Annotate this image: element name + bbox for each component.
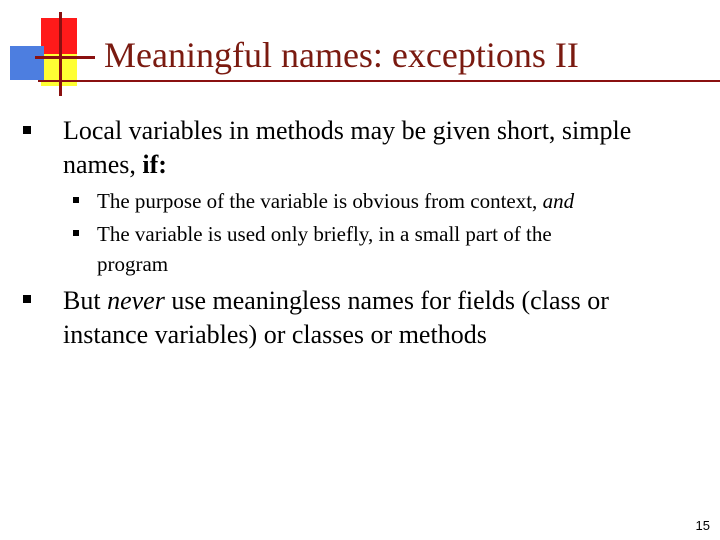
sub-bullet-2-line-1: The variable is used only briefly, in a small part of the	[97, 222, 552, 246]
sub-bullet-1-prefix: The purpose of the variable is obvious from context,	[97, 189, 543, 213]
bullet-2-line-1-prefix: But	[63, 286, 108, 315]
page-number: 15	[695, 518, 710, 533]
bullet-2-line-1-italic: never	[107, 286, 165, 315]
sub-bullet-2-text	[97, 219, 552, 279]
bullet-square-icon	[23, 126, 31, 134]
sub-bullet-square-icon	[73, 230, 79, 236]
decorative-logo	[0, 0, 100, 100]
bullet-1-line-2-bold: if:	[142, 150, 167, 179]
bullet-2-line-1-suffix: use meaningless names for fields (class or	[164, 286, 609, 315]
logo-horizontal-line	[35, 56, 95, 59]
blue-square-shape	[10, 46, 44, 80]
title-underline	[38, 80, 720, 82]
logo-vertical-line	[59, 12, 62, 96]
sub-bullet-1-italic: and	[542, 189, 575, 213]
slide-title: Meaningful names: exceptions II	[104, 35, 579, 75]
sub-bullet-square-icon	[73, 197, 79, 203]
bullet-2-text	[63, 284, 609, 352]
bullet-1-text	[63, 114, 631, 182]
bullet-2-line-2: instance variables) or classes or methods	[63, 320, 487, 349]
bullet-square-icon	[23, 295, 31, 303]
bullet-1-line-1: Local variables in methods may be given short, simple	[63, 116, 632, 145]
bullet-1-line-2-prefix: names,	[63, 150, 143, 179]
sub-bullet-2-line-2: program	[97, 252, 169, 276]
sub-bullet-1-text	[97, 186, 574, 216]
